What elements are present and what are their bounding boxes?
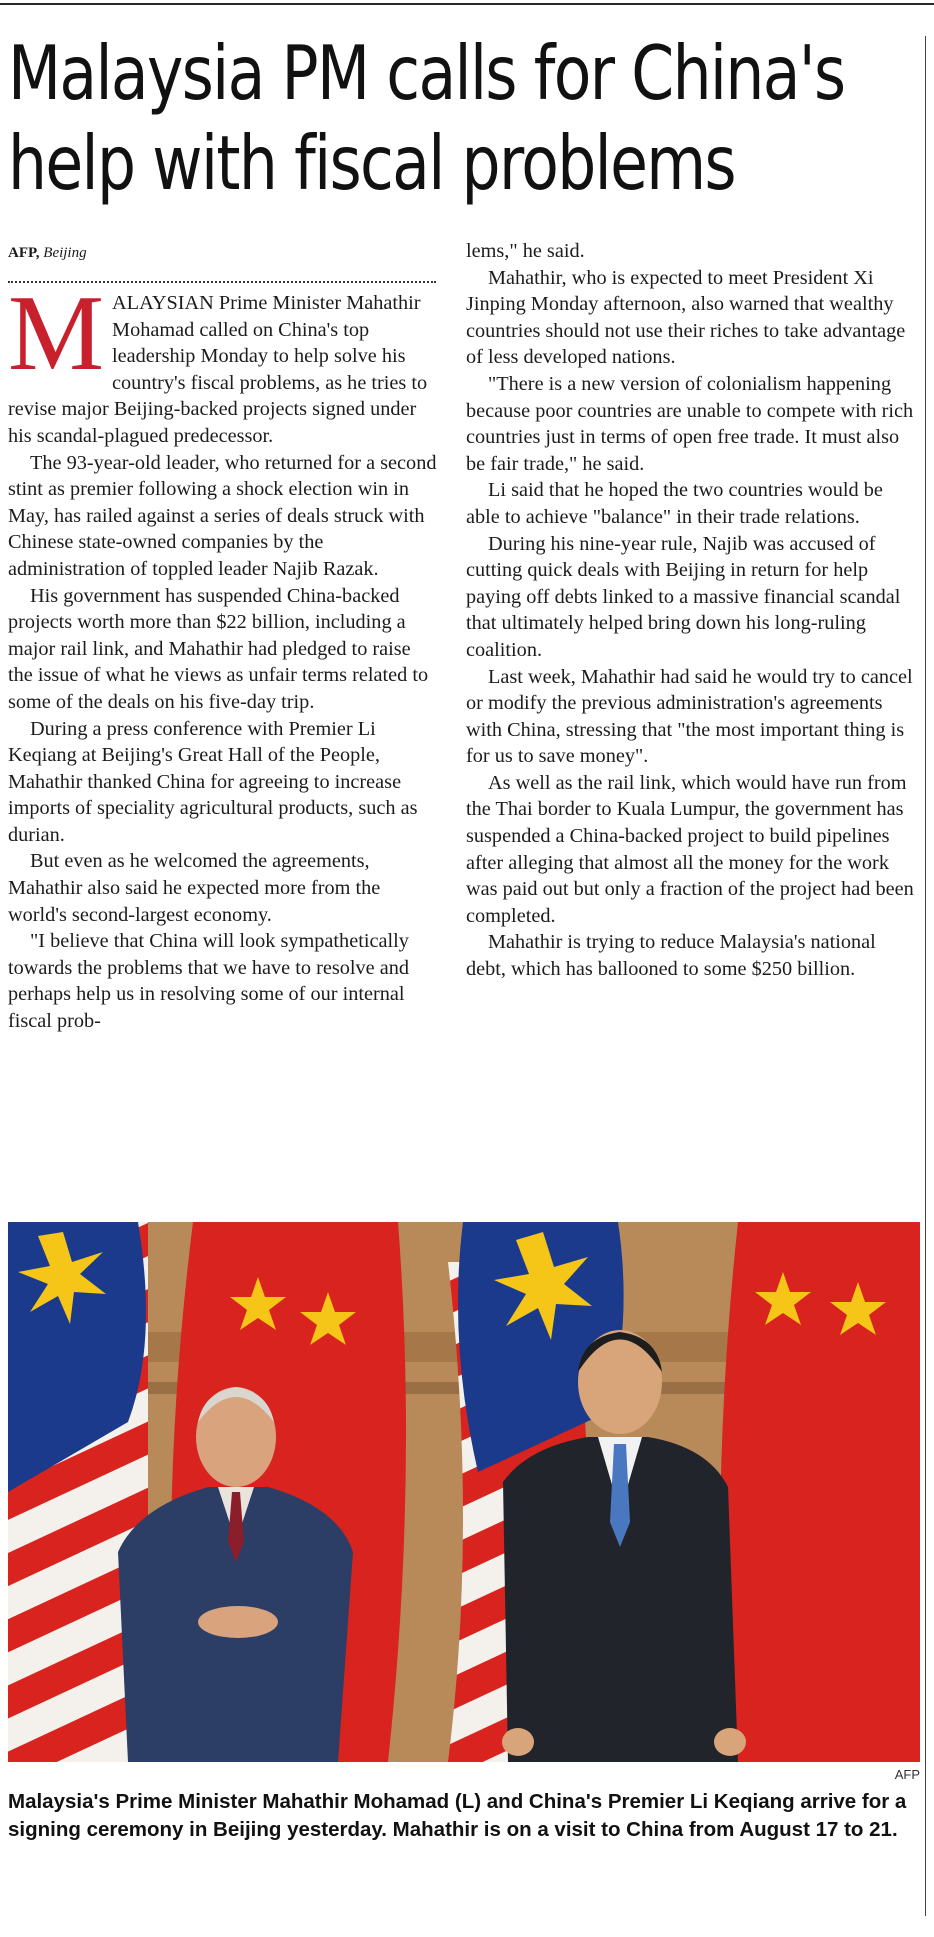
headline <box>8 28 922 208</box>
article-column-2 <box>466 238 916 983</box>
headline-line-2: help with fiscal problems <box>8 119 735 207</box>
byline-agency: AFP, <box>8 245 40 261</box>
article-paragraph-11: Last week, Mahathir had said he would try to cancel or modify the previous administration's agreements with China, stressing that "the most important thing is for us to save money". <box>466 665 913 768</box>
paragraph-1-text: ALAYSIAN Prime Minister Mahathir Mohamad called on China's top leadership Monday to help solve his country's fiscal problems, as he tries to revise major Beijing-backed projects signed under his scandal-plagued predecessor. <box>8 292 428 447</box>
top-rule <box>0 3 934 5</box>
drop-cap: M <box>8 274 105 393</box>
china-flag-right <box>720 1222 920 1762</box>
article-paragraph-10: During his nine-year rule, Najib was accused of cutting quick deals with Beijing in return for help paying off debts linked to a massive financial scandal that ultimately helped bring down his long-ruling coalition. <box>466 532 901 661</box>
article-paragraph-7: Mahathir, who is expected to meet President Xi Jinping Monday afternoon, also warned that wealthy countries should not use their riches to take advantage of less developed nations. <box>466 266 906 369</box>
article-paragraph-6: "I believe that China will look sympathetically towards the problems that we have to resolve and perhaps help us in resolving some of our internal fiscal prob- <box>8 930 410 1033</box>
photo-credit: AFP <box>894 1767 920 1782</box>
article-paragraph-9: Li said that he hoped the two countries would be able to achieve "balance" in their trade relations. <box>466 479 883 528</box>
article-column-1 <box>8 274 438 1035</box>
byline-place: Beijing <box>43 245 87 261</box>
article-paragraph-8: "There is a new version of colonialism happening because poor countries are unable to compete with rich countries just in terms of open free trade. It must also be fair trade," he said. <box>466 372 914 475</box>
byline <box>8 245 436 269</box>
right-column-rule <box>925 36 926 1916</box>
article-paragraph-2: The 93-year-old leader, who returned for a second stint as premier following a shock election win in May, has railed against a series of deals struck with Chinese state-owned companies by the administration of toppled leader Najib Razak. <box>8 451 437 580</box>
article-paragraph-12: As well as the rail link, which would have run from the Thai border to Kuala Lumpur, the government has suspended a China-backed project to build pipelines after alleging that almost all the money for the work was paid out but only a fraction of the project had been completed. <box>466 771 914 927</box>
article-paragraph-13: Mahathir is trying to reduce Malaysia's national debt, which has ballooned to some $250 billion. <box>466 931 876 981</box>
photo-caption: Malaysia's Prime Minister Mahathir Mohamad (L) and China's Premier Li Keqiang arrive for a signing ceremony in Beijing yesterday. Mahathir is on a visit to China from August 17 to 21. <box>8 1790 907 1841</box>
article-paragraph-4: During a press conference with Premier Li Keqiang at Beijing's Great Hall of the People, Mahathir thanked China for agreeing to increase imports of speciality agricultural products, such as durian. <box>8 717 418 846</box>
article-paragraph-6-continued: lems," he said. <box>466 240 585 262</box>
headline-line-1: Malaysia PM calls for China's <box>8 29 845 117</box>
article-paragraph-5: But even as he welcomed the agreements, Mahathir also said he expected more from the world's second-largest economy. <box>8 850 381 926</box>
photo-illustration <box>8 1222 920 1762</box>
news-photo <box>8 1222 920 1762</box>
article-paragraph-3: His government has suspended China-backed projects worth more than $22 billion, including a major rail link, and Mahathir had pledged to raise the issue of what he views as unfair terms related to some of the deals on his five-day trip. <box>8 584 429 713</box>
article-paragraph-1 <box>8 274 438 450</box>
